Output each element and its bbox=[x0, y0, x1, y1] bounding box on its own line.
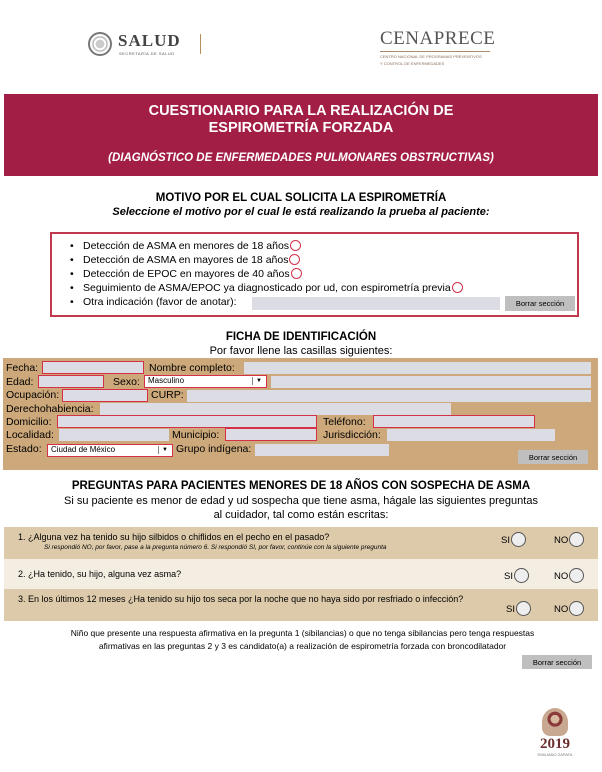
jurisdiccion-label: Jurisdicción: bbox=[323, 429, 381, 441]
bullet: • bbox=[70, 282, 74, 294]
question-1-yes[interactable] bbox=[501, 532, 526, 547]
question-1-no-radio[interactable] bbox=[569, 532, 584, 547]
municipio-input[interactable] bbox=[225, 428, 317, 441]
motivo-heading: MOTIVO POR EL CUAL SOLICITA LA ESPIROMETRÍA bbox=[155, 192, 447, 204]
question-1-no[interactable] bbox=[554, 532, 584, 547]
ocupacion-input[interactable] bbox=[62, 389, 148, 402]
motivo-clear-button[interactable]: Borrar sección bbox=[505, 296, 575, 311]
motivo-option-1-label: Detección de ASMA en menores de 18 años bbox=[83, 240, 290, 252]
bullet: • bbox=[70, 296, 74, 308]
question-3-no[interactable] bbox=[554, 601, 584, 616]
nombre-input[interactable] bbox=[244, 362, 591, 374]
motivo-option-1-radio[interactable] bbox=[290, 240, 301, 251]
sexo-label: Sexo: bbox=[113, 376, 140, 388]
sexo-extra-field bbox=[271, 376, 591, 388]
question-3-yes-radio[interactable] bbox=[516, 601, 531, 616]
telefono-label: Teléfono: bbox=[323, 416, 366, 428]
zapata-figure-icon bbox=[542, 708, 568, 736]
bullet: • bbox=[70, 254, 74, 266]
motivo-instruction: Seleccione el motivo por el cual le está realizando la prueba al paciente: bbox=[112, 206, 490, 218]
motivo-options-box bbox=[50, 232, 579, 317]
bullet: • bbox=[70, 240, 74, 252]
question-2-no[interactable] bbox=[554, 568, 584, 583]
yes-label: SI bbox=[506, 604, 515, 615]
preguntas-footnote bbox=[30, 627, 575, 653]
motivo-option-4-radio[interactable] bbox=[452, 282, 463, 293]
motivo-option-4[interactable] bbox=[70, 282, 463, 294]
ficha-panel bbox=[3, 358, 598, 470]
cenaprece-logo bbox=[380, 28, 500, 68]
title-line-1: CUESTIONARIO PARA LA REALIZACIÓN DE bbox=[148, 103, 454, 119]
footnote-line-2: afirmativas en las preguntas 2 y 3 es candidato(a) a realización de espirometría forzada con broncodilatador bbox=[98, 641, 507, 651]
cenaprece-logo-name: CENAPRECE bbox=[380, 28, 496, 49]
question-2-yes[interactable] bbox=[504, 568, 529, 583]
estado-select[interactable] bbox=[47, 444, 173, 457]
no-label: NO bbox=[554, 604, 569, 615]
domicilio-input[interactable] bbox=[57, 415, 317, 428]
estado-select-value: Ciudad de México bbox=[51, 445, 116, 454]
preguntas-intro-1: Si su paciente es menor de edad y ud sospecha que tiene asma, hágale las siguientes preguntas bbox=[64, 495, 538, 507]
derechohabiencia-input[interactable] bbox=[100, 403, 451, 415]
fecha-input[interactable] bbox=[42, 361, 144, 374]
question-1-yes-radio[interactable] bbox=[511, 532, 526, 547]
bullet: • bbox=[70, 268, 74, 280]
motivo-option-5-label: Otra indicación (favor de anotar): bbox=[83, 296, 237, 308]
motivo-option-2-radio[interactable] bbox=[289, 254, 300, 265]
nombre-label: Nombre completo: bbox=[149, 362, 235, 374]
question-3-no-radio[interactable] bbox=[569, 601, 584, 616]
edad-input[interactable] bbox=[38, 375, 104, 388]
preguntas-clear-button[interactable]: Borrar sección bbox=[522, 655, 592, 669]
question-1-note: Si respondió NO, por favor, pase a la pregunta número 6. Si respondió SI, por favor, continúe con la siguiente pregunta bbox=[44, 544, 387, 551]
logo-divider bbox=[200, 34, 201, 54]
yes-label: SI bbox=[501, 535, 510, 546]
domicilio-label: Domicilio: bbox=[6, 416, 52, 428]
grupo-indigena-label: Grupo indígena: bbox=[176, 443, 252, 455]
edad-label: Edad: bbox=[6, 376, 34, 388]
page-title bbox=[4, 103, 598, 137]
ficha-heading: FICHA DE IDENTIFICACIÓN bbox=[225, 331, 377, 343]
title-banner bbox=[4, 94, 598, 176]
localidad-input[interactable] bbox=[59, 429, 169, 441]
question-2-yes-radio[interactable] bbox=[514, 568, 529, 583]
fecha-label: Fecha: bbox=[6, 362, 39, 374]
year-label: 2019 bbox=[540, 736, 570, 752]
motivo-option-3[interactable] bbox=[70, 268, 302, 280]
motivo-option-2[interactable] bbox=[70, 254, 300, 266]
question-row-2 bbox=[4, 559, 598, 589]
motivo-option-4-label: Seguimiento de ASMA/EPOC ya diagnosticado por ud, con espirometría previa bbox=[83, 282, 451, 294]
salud-logo bbox=[88, 30, 208, 58]
year-2019-logo bbox=[530, 708, 580, 764]
question-1-text: 1. ¿Alguna vez ha tenido su hijo silbidos o chiflidos en el pecho en el pasado? bbox=[18, 532, 330, 542]
grupo-indigena-input[interactable] bbox=[255, 444, 389, 456]
telefono-input[interactable] bbox=[373, 415, 535, 428]
motivo-option-5 bbox=[70, 296, 237, 308]
question-row-3 bbox=[4, 589, 598, 621]
chevron-down-icon: ▼ bbox=[158, 446, 171, 454]
footnote-line-1: Niño que presente una respuesta afirmativa en la pregunta 1 (sibilancias) o que no tenga sibilancias pero tenga respuestas bbox=[70, 628, 535, 638]
salud-logo-subtitle: SECRETARÍA DE SALUD bbox=[119, 51, 175, 56]
no-label: NO bbox=[554, 535, 569, 546]
sexo-select[interactable] bbox=[144, 375, 267, 388]
sexo-select-value: Masculino bbox=[148, 376, 185, 385]
derechohabiencia-label: Derechohabiencia: bbox=[6, 403, 94, 415]
jurisdiccion-input[interactable] bbox=[387, 429, 555, 441]
question-2-text: 2. ¿Ha tenido, su hijo, alguna vez asma? bbox=[18, 569, 182, 579]
preguntas-intro-2: al cuidador, tal como están escritas: bbox=[213, 509, 389, 521]
curp-label: CURP: bbox=[151, 389, 184, 401]
chevron-down-icon: ▼ bbox=[252, 377, 265, 385]
title-line-2: ESPIROMETRÍA FORZADA bbox=[208, 120, 394, 136]
otra-indicacion-input[interactable] bbox=[252, 297, 500, 310]
question-2-no-radio[interactable] bbox=[569, 568, 584, 583]
estado-label: Estado: bbox=[6, 443, 42, 455]
year-sub-label: EMILIANO ZAPATA bbox=[537, 752, 573, 757]
page-subtitle: (DIAGNÓSTICO DE ENFERMEDADES PULMONARES OBSTRUCTIVAS) bbox=[108, 152, 494, 164]
ficha-clear-button[interactable]: Borrar sección bbox=[518, 450, 588, 464]
motivo-option-3-radio[interactable] bbox=[291, 268, 302, 279]
motivo-option-2-label: Detección de ASMA en mayores de 18 años bbox=[83, 254, 289, 266]
mexico-seal-icon bbox=[88, 32, 112, 56]
ficha-instruction: Por favor llene las casillas siguientes: bbox=[209, 345, 393, 357]
question-row-1 bbox=[4, 527, 598, 559]
motivo-option-3-label: Detección de EPOC en mayores de 40 años bbox=[83, 268, 290, 280]
cenaprece-sub-1: CENTRO NACIONAL DE PROGRAMAS PREVENTIVOS bbox=[380, 54, 482, 59]
no-label: NO bbox=[554, 571, 569, 582]
ocupacion-label: Ocupación: bbox=[6, 389, 60, 401]
cenaprece-sub-2: Y CONTROL DE ENFERMEDADES bbox=[380, 61, 445, 66]
yes-label: SI bbox=[504, 571, 513, 582]
salud-logo-name: SALUD bbox=[118, 31, 181, 50]
question-3-yes[interactable] bbox=[506, 601, 531, 616]
question-3-text: 3. En los últimos 12 meses ¿Ha tenido su hijo tos seca por la noche que no haya sido por resfriado o infección? bbox=[18, 594, 464, 604]
municipio-label: Municipio: bbox=[172, 429, 220, 441]
localidad-label: Localidad: bbox=[6, 429, 54, 441]
cenaprece-rule bbox=[380, 51, 490, 52]
curp-input[interactable] bbox=[187, 390, 591, 402]
preguntas-heading: PREGUNTAS PARA PACIENTES MENORES DE 18 AÑOS CON SOSPECHA DE ASMA bbox=[71, 480, 531, 492]
motivo-option-1[interactable] bbox=[70, 240, 301, 252]
